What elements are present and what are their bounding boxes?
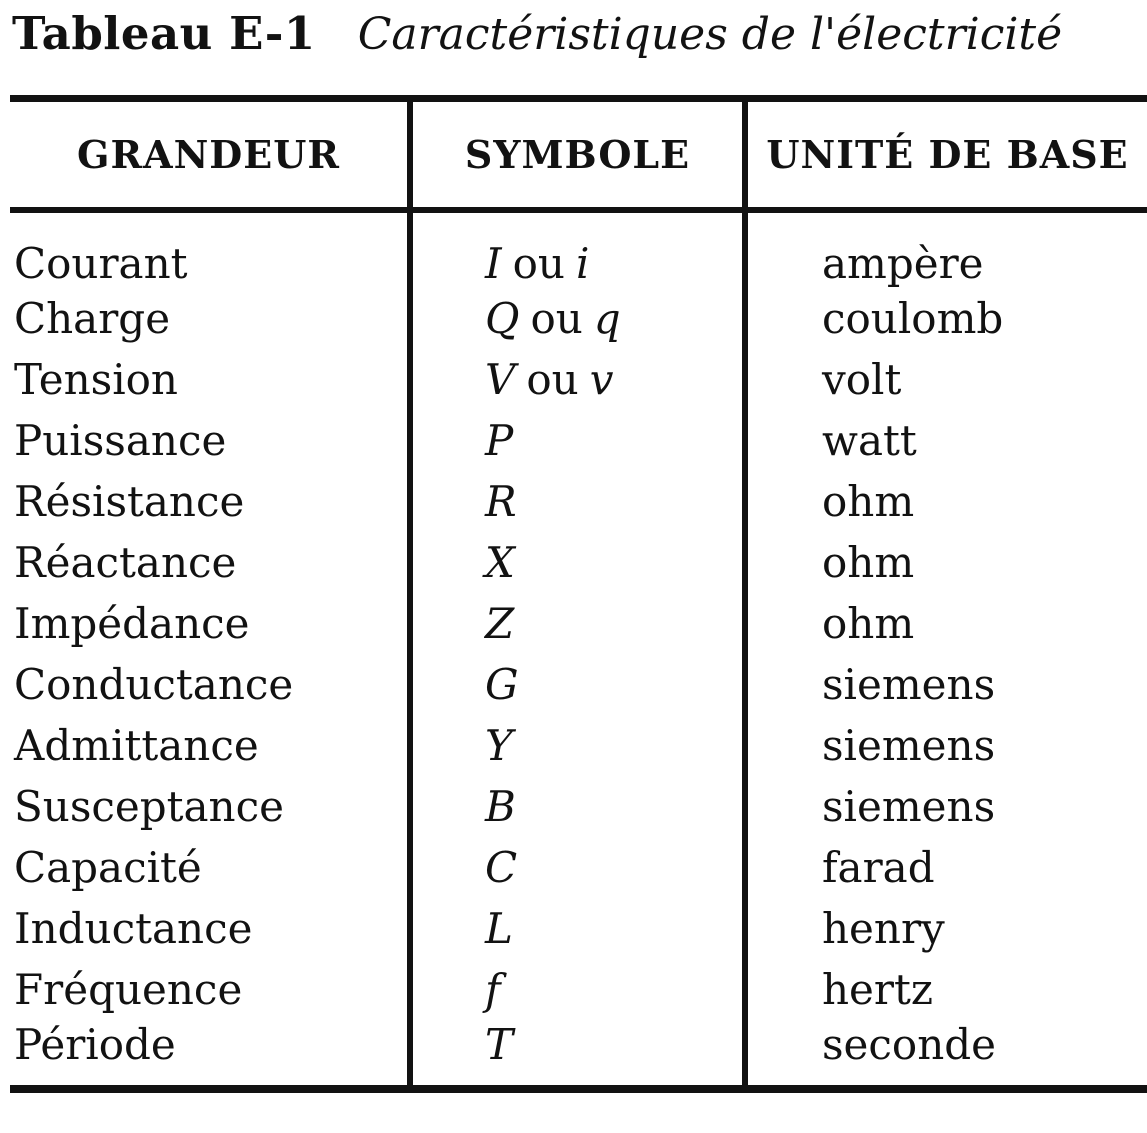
symbol-letter: X xyxy=(485,537,515,587)
symbol-letter: P xyxy=(485,415,514,465)
symbol-letter: G xyxy=(485,659,519,709)
table-row xyxy=(10,532,1147,593)
table-row xyxy=(10,210,1147,288)
table-row xyxy=(10,288,1147,349)
unite-cell: coulomb xyxy=(745,288,1147,349)
symbole-cell xyxy=(410,715,745,776)
header-unite-de-base: UNITÉ DE BASE xyxy=(745,99,1147,210)
unite-cell: watt xyxy=(745,410,1147,471)
table-row xyxy=(10,1020,1147,1089)
grandeur-cell: Fréquence xyxy=(14,964,243,1014)
symbole-cell xyxy=(410,959,745,1020)
symbole-cell xyxy=(410,288,745,349)
electricity-characteristics-table xyxy=(10,95,1147,1093)
symbol-letter-alt: q xyxy=(593,293,621,343)
table-row xyxy=(10,410,1147,471)
symbol-letter: C xyxy=(485,842,518,892)
symbole-cell xyxy=(410,1020,745,1089)
unite-cell: henry xyxy=(745,898,1147,959)
symbol-letter: f xyxy=(485,964,501,1014)
grandeur-cell: Courant xyxy=(14,238,188,288)
symbole-cell xyxy=(410,593,745,654)
symbole-cell xyxy=(410,410,745,471)
symbol-letter: B xyxy=(485,781,516,831)
table-row xyxy=(10,471,1147,532)
header-symbole: SYMBOLE xyxy=(410,99,745,210)
unite-cell: hertz xyxy=(745,959,1147,1020)
grandeur-cell: Réactance xyxy=(14,537,237,587)
table-row xyxy=(10,776,1147,837)
table-caption-title: Caractéristiques de l'électricité xyxy=(357,9,1063,60)
grandeur-cell: Susceptance xyxy=(14,781,284,831)
unite-cell: seconde xyxy=(745,1020,1147,1089)
symbole-cell xyxy=(410,349,745,410)
symbol-letter: T xyxy=(485,1019,514,1069)
grandeur-cell: Impédance xyxy=(14,598,250,648)
unite-cell: siemens xyxy=(745,776,1147,837)
grandeur-cell: Résistance xyxy=(14,476,245,526)
symbol-letter: I xyxy=(485,238,502,288)
grandeur-cell: Inductance xyxy=(14,903,253,953)
table-row xyxy=(10,837,1147,898)
header-grandeur: GRANDEUR xyxy=(10,99,410,210)
table-header xyxy=(10,99,1147,210)
symbol-letter: L xyxy=(485,903,513,953)
table-row xyxy=(10,654,1147,715)
symbole-cell xyxy=(410,654,745,715)
table-caption-label: Tableau E-1 xyxy=(12,7,316,60)
symbol-letter: Q xyxy=(485,293,520,343)
symbole-cell xyxy=(410,898,745,959)
unite-cell: ohm xyxy=(745,471,1147,532)
unite-cell: volt xyxy=(745,349,1147,410)
symbol-letter-alt: i xyxy=(575,238,590,288)
unite-cell: ohm xyxy=(745,532,1147,593)
grandeur-cell: Capacité xyxy=(14,842,202,892)
symbole-cell xyxy=(410,837,745,898)
unite-cell: ohm xyxy=(745,593,1147,654)
unite-cell: siemens xyxy=(745,654,1147,715)
grandeur-cell: Période xyxy=(14,1019,176,1069)
ou-conjunction-label: ou xyxy=(530,293,583,343)
unite-cell: ampère xyxy=(745,210,1147,288)
table-row xyxy=(10,593,1147,654)
grandeur-cell: Conductance xyxy=(14,659,294,709)
symbole-cell xyxy=(410,776,745,837)
ou-conjunction-label: ou xyxy=(512,238,565,288)
symbol-letter: R xyxy=(485,476,517,526)
symbol-letter-alt: v xyxy=(589,354,614,404)
table-row xyxy=(10,898,1147,959)
unite-cell: siemens xyxy=(745,715,1147,776)
unite-cell: farad xyxy=(745,837,1147,898)
ou-conjunction-label: ou xyxy=(526,354,579,404)
grandeur-cell: Admittance xyxy=(14,720,259,770)
symbole-cell xyxy=(410,210,745,288)
table-caption xyxy=(12,6,1062,72)
header-row xyxy=(10,99,1147,210)
table-row xyxy=(10,959,1147,1020)
grandeur-cell: Tension xyxy=(14,354,178,404)
symbole-cell xyxy=(410,471,745,532)
symbol-letter: V xyxy=(485,354,516,404)
grandeur-cell: Charge xyxy=(14,293,171,343)
table-row xyxy=(10,715,1147,776)
symbol-letter: Z xyxy=(485,598,515,648)
symbol-letter: Y xyxy=(485,720,513,770)
symbole-cell xyxy=(410,532,745,593)
table-body xyxy=(10,210,1147,1089)
grandeur-cell: Puissance xyxy=(14,415,227,465)
table-row xyxy=(10,349,1147,410)
